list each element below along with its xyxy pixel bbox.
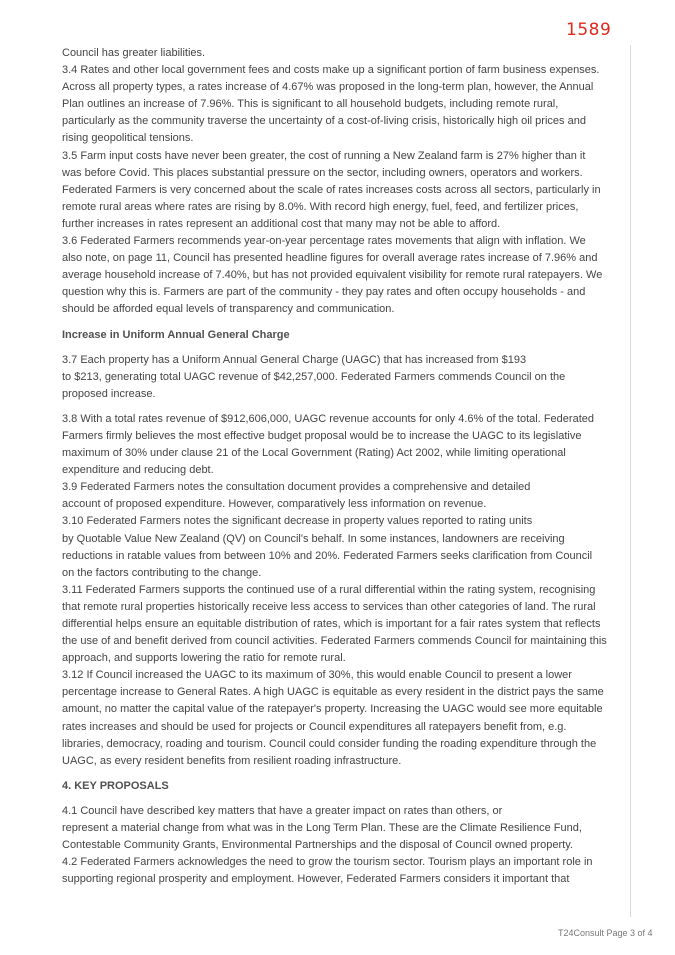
paragraph bbox=[62, 667, 637, 770]
text-line: 3.5 Farm input costs have never been greater, the cost of running a New Zealand farm is 27% higher than it bbox=[62, 149, 586, 162]
page-footer: T24Consult Page 3 of 4 bbox=[558, 928, 653, 938]
text-line: Farmers firmly believes the most effective budget proposal would be to increase the UAGC to its legislative bbox=[62, 429, 582, 442]
text-line: rates increases and should be used for projects or Council expenditures all ratepayers benefit from, e.g. bbox=[62, 720, 567, 733]
text-line: represent a material change from what was in the Long Term Plan. These are the Climate Resilience Fund, bbox=[62, 822, 582, 835]
paragraph bbox=[62, 62, 637, 147]
text-line: expenditure and reducing debt. bbox=[62, 464, 214, 477]
paragraph bbox=[62, 45, 637, 62]
text-line: 3.12 If Council increased the UAGC to its maximum of 30%, this would enable Council to present a lower bbox=[62, 669, 572, 682]
text-line: further increases in rates represent an additional cost that many may not be able to afford. bbox=[62, 217, 501, 230]
text-line: average household increase of 7.40%, but has not provided equivalent visibility for remote rural ratepayers. We bbox=[62, 269, 603, 282]
text-line: on the factors contributing to the change. bbox=[62, 566, 262, 579]
text-line: proposed increase. bbox=[62, 387, 156, 400]
text-line: should be afforded equal levels of transparency and communication. bbox=[62, 303, 395, 316]
section-heading bbox=[62, 778, 637, 795]
text-line: was before Covid. This places substantial pressure on the sector, including owners, operators and workers. bbox=[62, 166, 583, 179]
section-heading bbox=[62, 327, 637, 344]
text-line: amount, no matter the capital value of the ratepayer's property. Increasing the UAGC would see more equitable bbox=[62, 703, 603, 716]
text-line: 3.9 Federated Farmers notes the consultation document provides a comprehensive and detailed bbox=[62, 481, 531, 494]
text-line: also note, on page 11, Council has presented headline figures for overall average rates increase of 7.96% and bbox=[62, 252, 598, 265]
text-line: reductions in ratable values from between 10% and 20%. Federated Farmers seeks clarification from Council bbox=[62, 549, 593, 562]
text-line: Across all property types, a rates increase of 4.67% was proposed in the long-term plan, however, the Annual bbox=[62, 81, 594, 94]
paragraph-gap bbox=[62, 344, 637, 352]
text-line: question why this is. Farmers are part of the community - they pay rates and often occupy households - and bbox=[62, 286, 586, 299]
text-line: Contestable Community Grants, Environmental Partnerships and the disposal of Council owned property. bbox=[62, 839, 573, 852]
text-line: 4.2 Federated Farmers acknowledges the need to grow the tourism sector. Tourism plays an important role in bbox=[62, 856, 593, 869]
paragraph-gap bbox=[62, 795, 637, 803]
text-line: 3.7 Each property has a Uniform Annual General Charge (UAGC) that has increased from $193 bbox=[62, 353, 527, 366]
text-line: Council has greater liabilities. bbox=[62, 47, 206, 59]
paragraph bbox=[62, 352, 637, 403]
text-line: approach, and supports lowering the ratio for remote rural. bbox=[62, 652, 346, 665]
page-number: 1589 bbox=[566, 20, 612, 40]
text-line: 4. KEY PROPOSALS bbox=[62, 779, 169, 792]
paragraph-gap bbox=[62, 403, 637, 411]
text-line: account of proposed expenditure. However, comparatively less information on revenue. bbox=[62, 498, 487, 511]
text-line: maximum of 30% under clause 21 of the Local Government (Rating) Act 2002, while limiting operational bbox=[62, 447, 566, 460]
text-line: 3.4 Rates and other local government fees and costs make up a significant portion of farm business expenses. bbox=[62, 64, 600, 77]
paragraph bbox=[62, 803, 637, 854]
text-line: differential helps ensure an equitable distribution of rates, which is important for a fair rates system that reflects bbox=[62, 618, 601, 630]
text-line: particularly as the community traverse the uncertainty of a cost-of-living crisis, historically high oil prices and bbox=[62, 115, 586, 128]
text-line: to $213, generating total UAGC revenue of $42,257,000. Federated Farmers commends Council on the bbox=[62, 370, 566, 383]
paragraph bbox=[62, 233, 637, 318]
paragraph bbox=[62, 854, 637, 888]
text-line: 4.1 Council have described key matters that have a greater impact on rates than others, or bbox=[62, 804, 503, 817]
paragraph-gap bbox=[62, 319, 637, 327]
document-body bbox=[62, 45, 637, 888]
text-line: libraries, democracy, roading and tourism. Council could consider funding the roading expenditure through the bbox=[62, 737, 597, 750]
text-line: UAGC, as every resident benefits from resilient roading infrastructure. bbox=[62, 754, 402, 767]
text-line: that remote rural properties historically receive less access to services than other categories of land. The rural bbox=[62, 600, 596, 613]
text-line: Plan outlines an increase of 7.96%. This is significant to all household budgets, including remote rural, bbox=[62, 98, 559, 111]
text-line: the use of and benefit derived from council activities. Federated Farmers commends Council for maintaining this bbox=[62, 635, 607, 648]
paragraph bbox=[62, 148, 637, 233]
paragraph-gap bbox=[62, 770, 637, 778]
text-line: percentage increase to General Rates. A high UAGC is equitable as every resident in the district pays the same bbox=[62, 686, 604, 699]
text-line: 3.10 Federated Farmers notes the significant decrease in property values reported to rating units bbox=[62, 515, 533, 528]
text-line: rising geopolitical tensions. bbox=[62, 132, 194, 145]
text-line: 3.8 With a total rates revenue of $912,606,000, UAGC revenue accounts for only 4.6% of the total. Federated bbox=[62, 412, 594, 425]
text-line: remote rural areas where rates are rising by 8.0%. With record high energy, fuel, feed, and fertilizer prices, bbox=[62, 200, 579, 213]
paragraph bbox=[62, 513, 637, 581]
text-line: 3.11 Federated Farmers supports the continued use of a rural differential within the rating system, recognising bbox=[62, 583, 596, 596]
paragraph bbox=[62, 411, 637, 479]
paragraph bbox=[62, 582, 637, 667]
text-line: supporting regional prosperity and employment. However, Federated Farmers considers it important that bbox=[62, 873, 570, 886]
text-line: 3.6 Federated Farmers recommends year-on-year percentage rates movements that align with inflation. We bbox=[62, 235, 586, 248]
text-line: Increase in Uniform Annual General Charge bbox=[62, 328, 290, 341]
paragraph bbox=[62, 479, 637, 513]
text-line: by Quotable Value New Zealand (QV) on Council's behalf. In some instances, landowners are receiving bbox=[62, 532, 565, 545]
text-line: Federated Farmers is very concerned about the scale of rates increases costs across all sectors, particularly in bbox=[62, 183, 601, 196]
